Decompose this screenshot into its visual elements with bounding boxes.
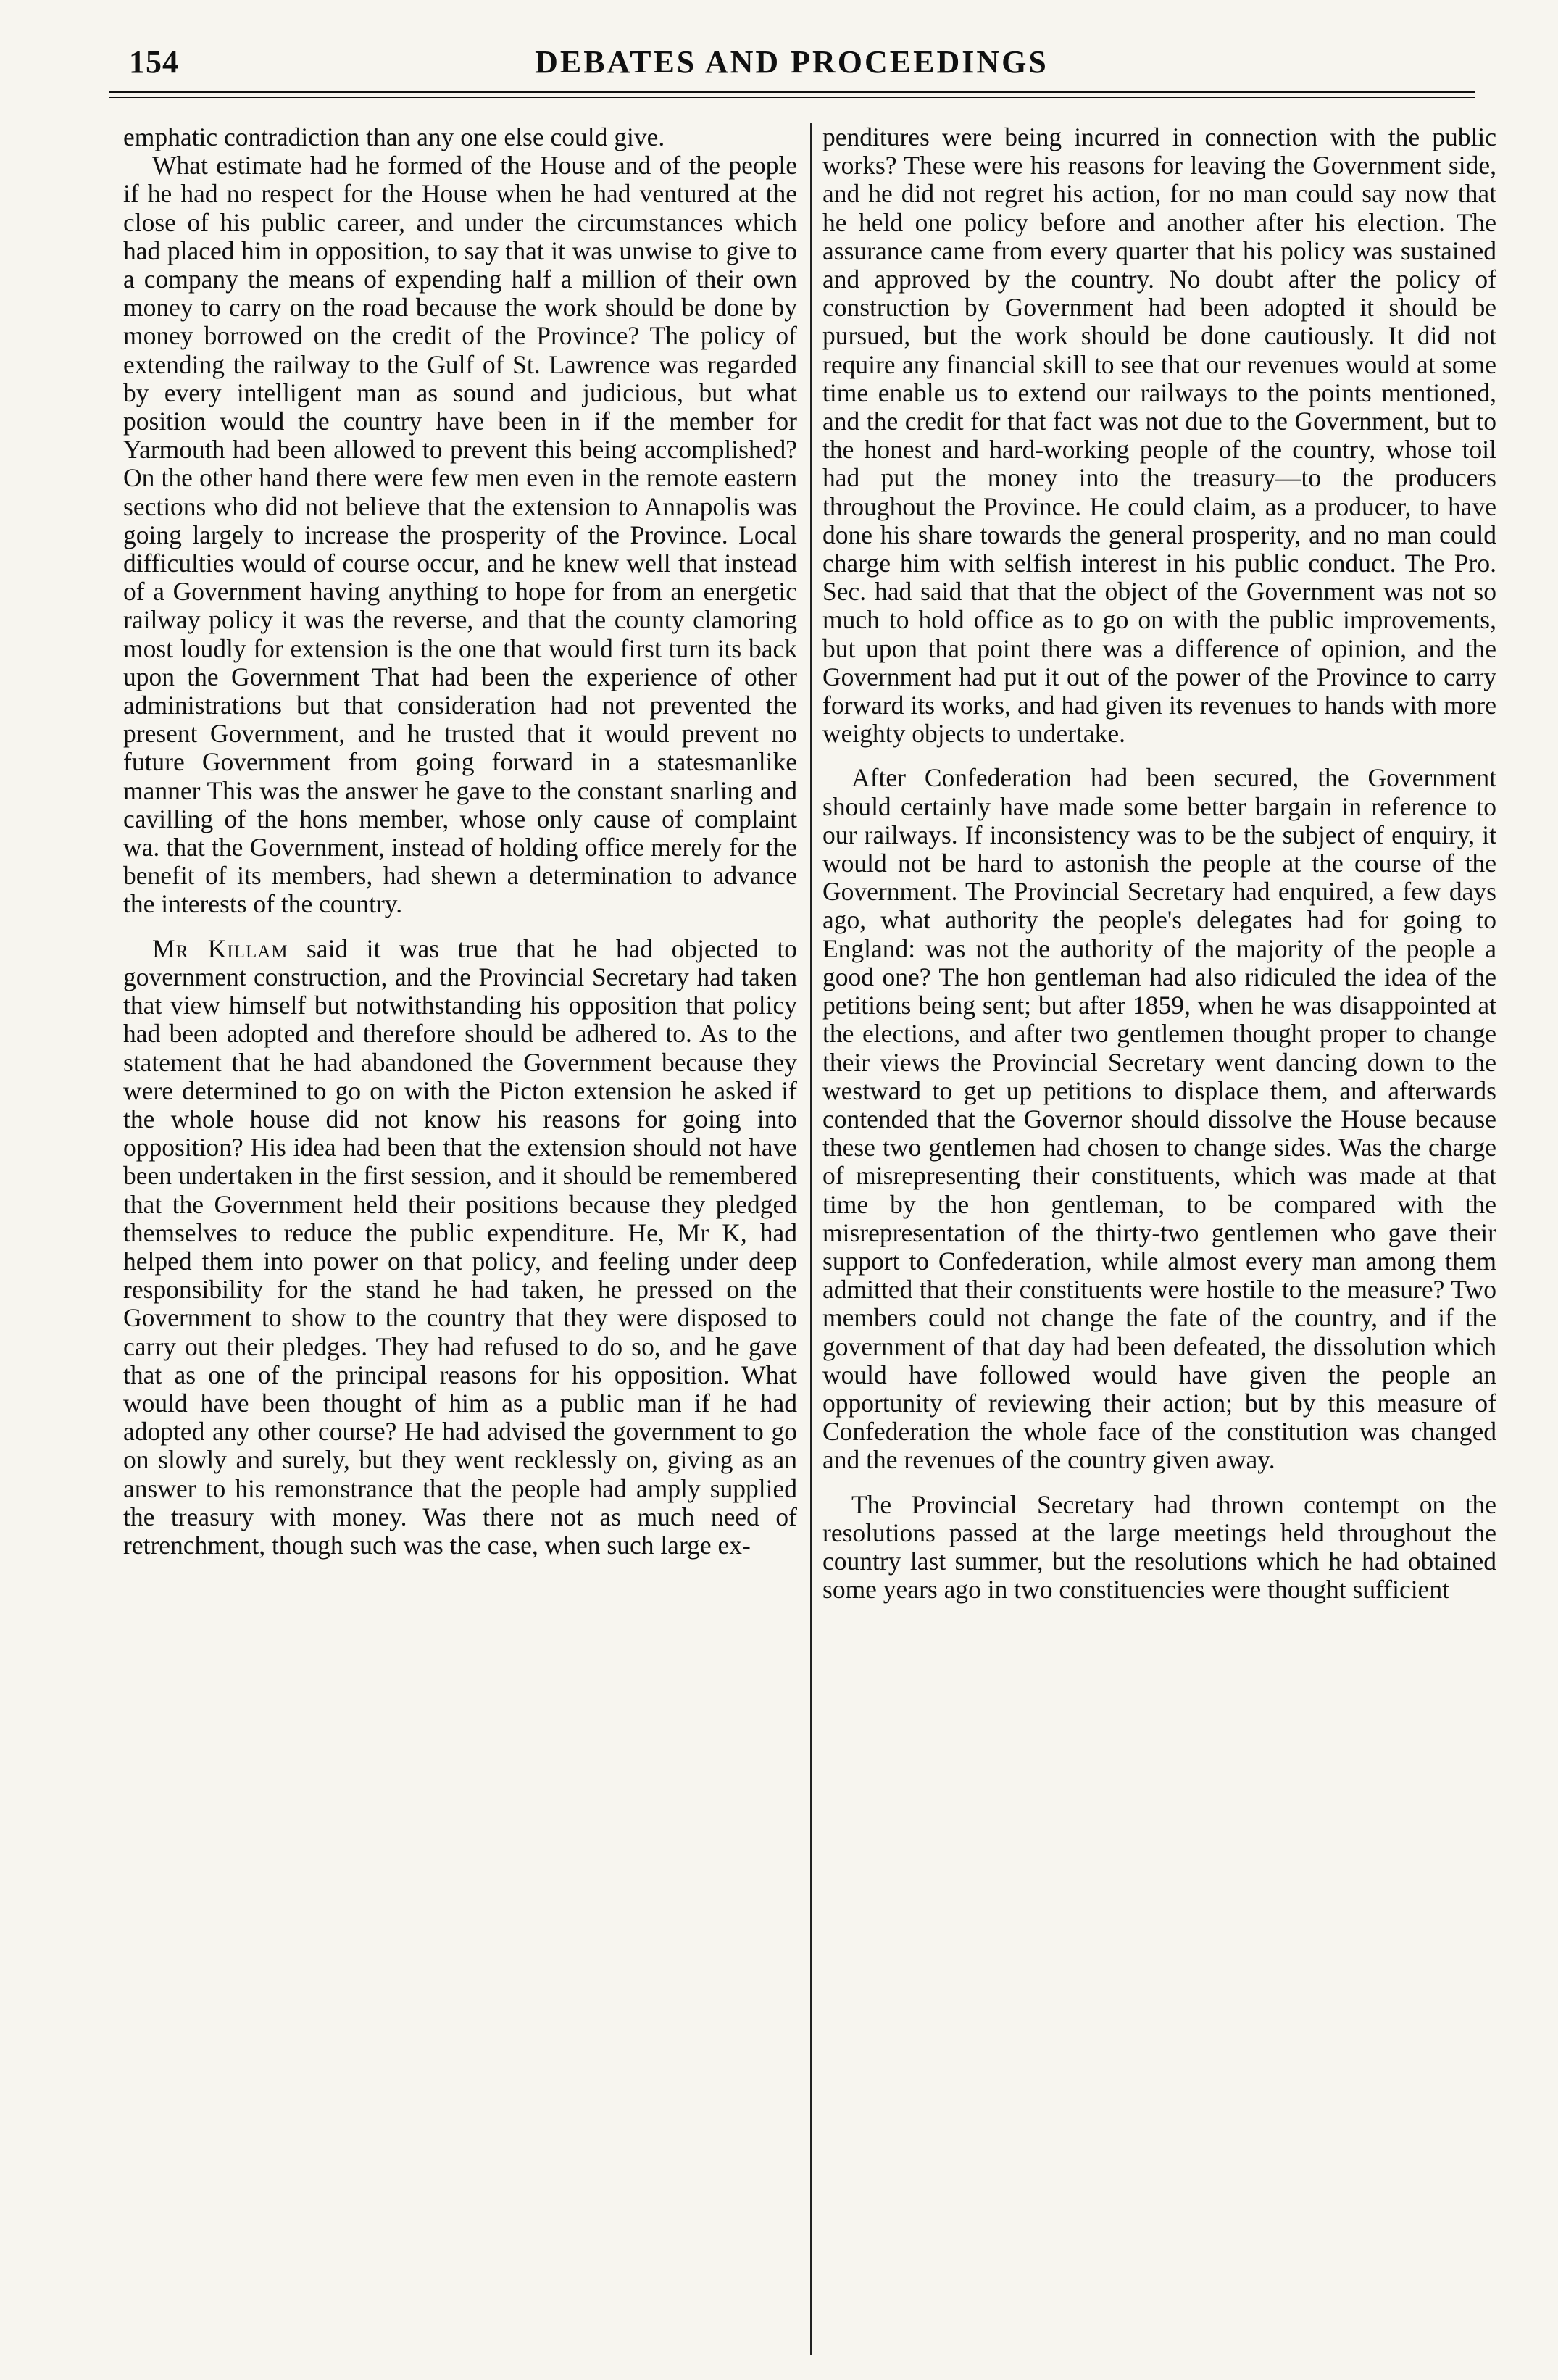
right-column	[822, 123, 1496, 1604]
left-column	[123, 123, 797, 1560]
page-header	[109, 32, 1475, 90]
column-divider	[810, 123, 812, 2355]
page-number: 154	[129, 44, 179, 80]
header-rule	[109, 91, 1475, 93]
running-head: DEBATES AND PROCEEDINGS	[535, 44, 1049, 80]
paragraph	[123, 935, 797, 1560]
paragraph: The Provincial Secretary had thrown contempt on the resolutions passed at the large meetings held throughout the country last summer, but the resolutions which he had obtained some years ago in two constituencies were thought sufficient	[822, 1489, 1496, 1605]
paragraph: emphatic contradiction than any one else could give.	[123, 122, 665, 151]
header-rule-thin	[109, 97, 1475, 98]
speaker-name: Mr Killam	[152, 933, 288, 963]
paragraph: After Confederation had been secured, the Government should certainly have made some better bargain in reference to our railways. If inconsistency was to be the subject of enquiry, it would not be hard to astonish the people at the course of the Government. The Provincial Secretary had enquired, a few days ago, what authority the people's delegates had for going to England: was not the authority of the majority of the people a good one? The hon gentleman had also ridiculed the idea of the petitions being sent; but after 1859, when he was disappointed at the elections, and after two gentlemen thought proper to change their views the Provincial Secretary went dancing down to the westward to get up petitions to displace them, and afterwards contended that the Governor should dissolve the House because these two gentlemen had chosen to change sides. Was the charge of misrepresenting their constituents, which was made at that time by the hon gentleman, to be compared with the misrepresentation of the thirty-two gentlemen who gave their support to Confederation, while almost every man among them admitted that their constituents were hostile to the measure? Two members could not change the fate of the country, and if the government of that day had been defeated, the dissolution which would have followed would have given the people an opportunity of reviewing their action; but by this measure of Confederation the whole face of the constitution was changed and the revenues of the country given away.	[822, 763, 1496, 1475]
paragraph: penditures were being incurred in connection with the public works? These were his reasons for leaving the Government side, and he did not regret his action, for no man could say now that he held one policy before and another after his election. The assurance came from every quarter that his policy was sustained and approved by the country. No doubt after the policy of construction by Government had been adopted it should be pursued, but the work should be done cautiously. It did not require any financial skill to see that our revenues would at some time enable us to extend our railways to the points mentioned, and the credit for that fact was not due to the Government, but to the honest and hard-working people of the country, whose toil had put the money into the treasury—to the producers throughout the Province. He could claim, as a producer, to have done his share towards the general prosperity, and no man could charge him with selfish interest in his public conduct. The Pro. Sec. had said that that the object of the Government was not so much to hold office as to go on with the public improvements, but upon that point there was a difference of opinion, and the Government had put it out of the power of the Province to carry forward its works, and had given its revenues to hands with more weighty objects to undertake.	[822, 122, 1496, 749]
paragraph: What estimate had he formed of the House and of the people if he had no respect for the House when he had ventured at the close of his public career, and under the circumstances which had placed him in opposition, to say that it was unwise to give to a company the means of expending half a million of their own money to carry on the road because the work should be done by money borrowed on the credit of the Province? The policy of extending the railway to the Gulf of St. Lawrence was regarded by every intelligent man as sound and judicious, but what position would the country have been in if the member for Yarmouth had been allowed to prevent this being accomplished? On the other hand there were few men even in the remote eastern sections who did not believe that the extension to Annapolis was going largely to increase the prosperity of the Province. Local difficulties would of course occur, and he knew well that instead of a Government having anything to hope for from an energetic railway policy it was the reverse, and that the county clamoring most loudly for extension is the one that would first turn its back upon the Government That had been the experience of other administrations but that consideration had not prevented the present Government, and he trusted that it would prevent no future Government from going forward in a statesmanlike manner This was the answer he gave to the constant snarling and cavilling of the hons member, whose only cause of complaint wa. that the Government, instead of holding office merely for the benefit of its members, had shewn a determination to advance the interests of the country.	[123, 151, 797, 919]
paragraph-text: said it was true that he had objected to government construction, and the Provincial Secretary had taken that view himself but notwithstanding his opposition that policy had been adopted and therefore should be adhered to. As to the statement that he had abandoned the Government because they were determined to go on with the Picton extension he asked if the whole house did not know his reasons for going into opposition? His idea had been that the extension should not have been undertaken in the first session, and it should be remembered that the Government held their positions because they pledged themselves to reduce the public expenditure. He, Mr K, had helped them into power on that policy, and feeling under deep responsibility for the stand he had taken, he pressed on the Government to show to the country that they were disposed to carry out their pledges. They had refused to do so, and he gave that as one of the principal reasons for his opposition. What would have been thought of him as a public man if he had adopted any other course? He had advised the government to go on slowly and surely, but they went recklessly on, giving as an answer to his remonstrance that the people had amply supplied the treasury with money. Was there not as much need of retrenchment, though such was the case, when such large ex-	[123, 933, 797, 1560]
